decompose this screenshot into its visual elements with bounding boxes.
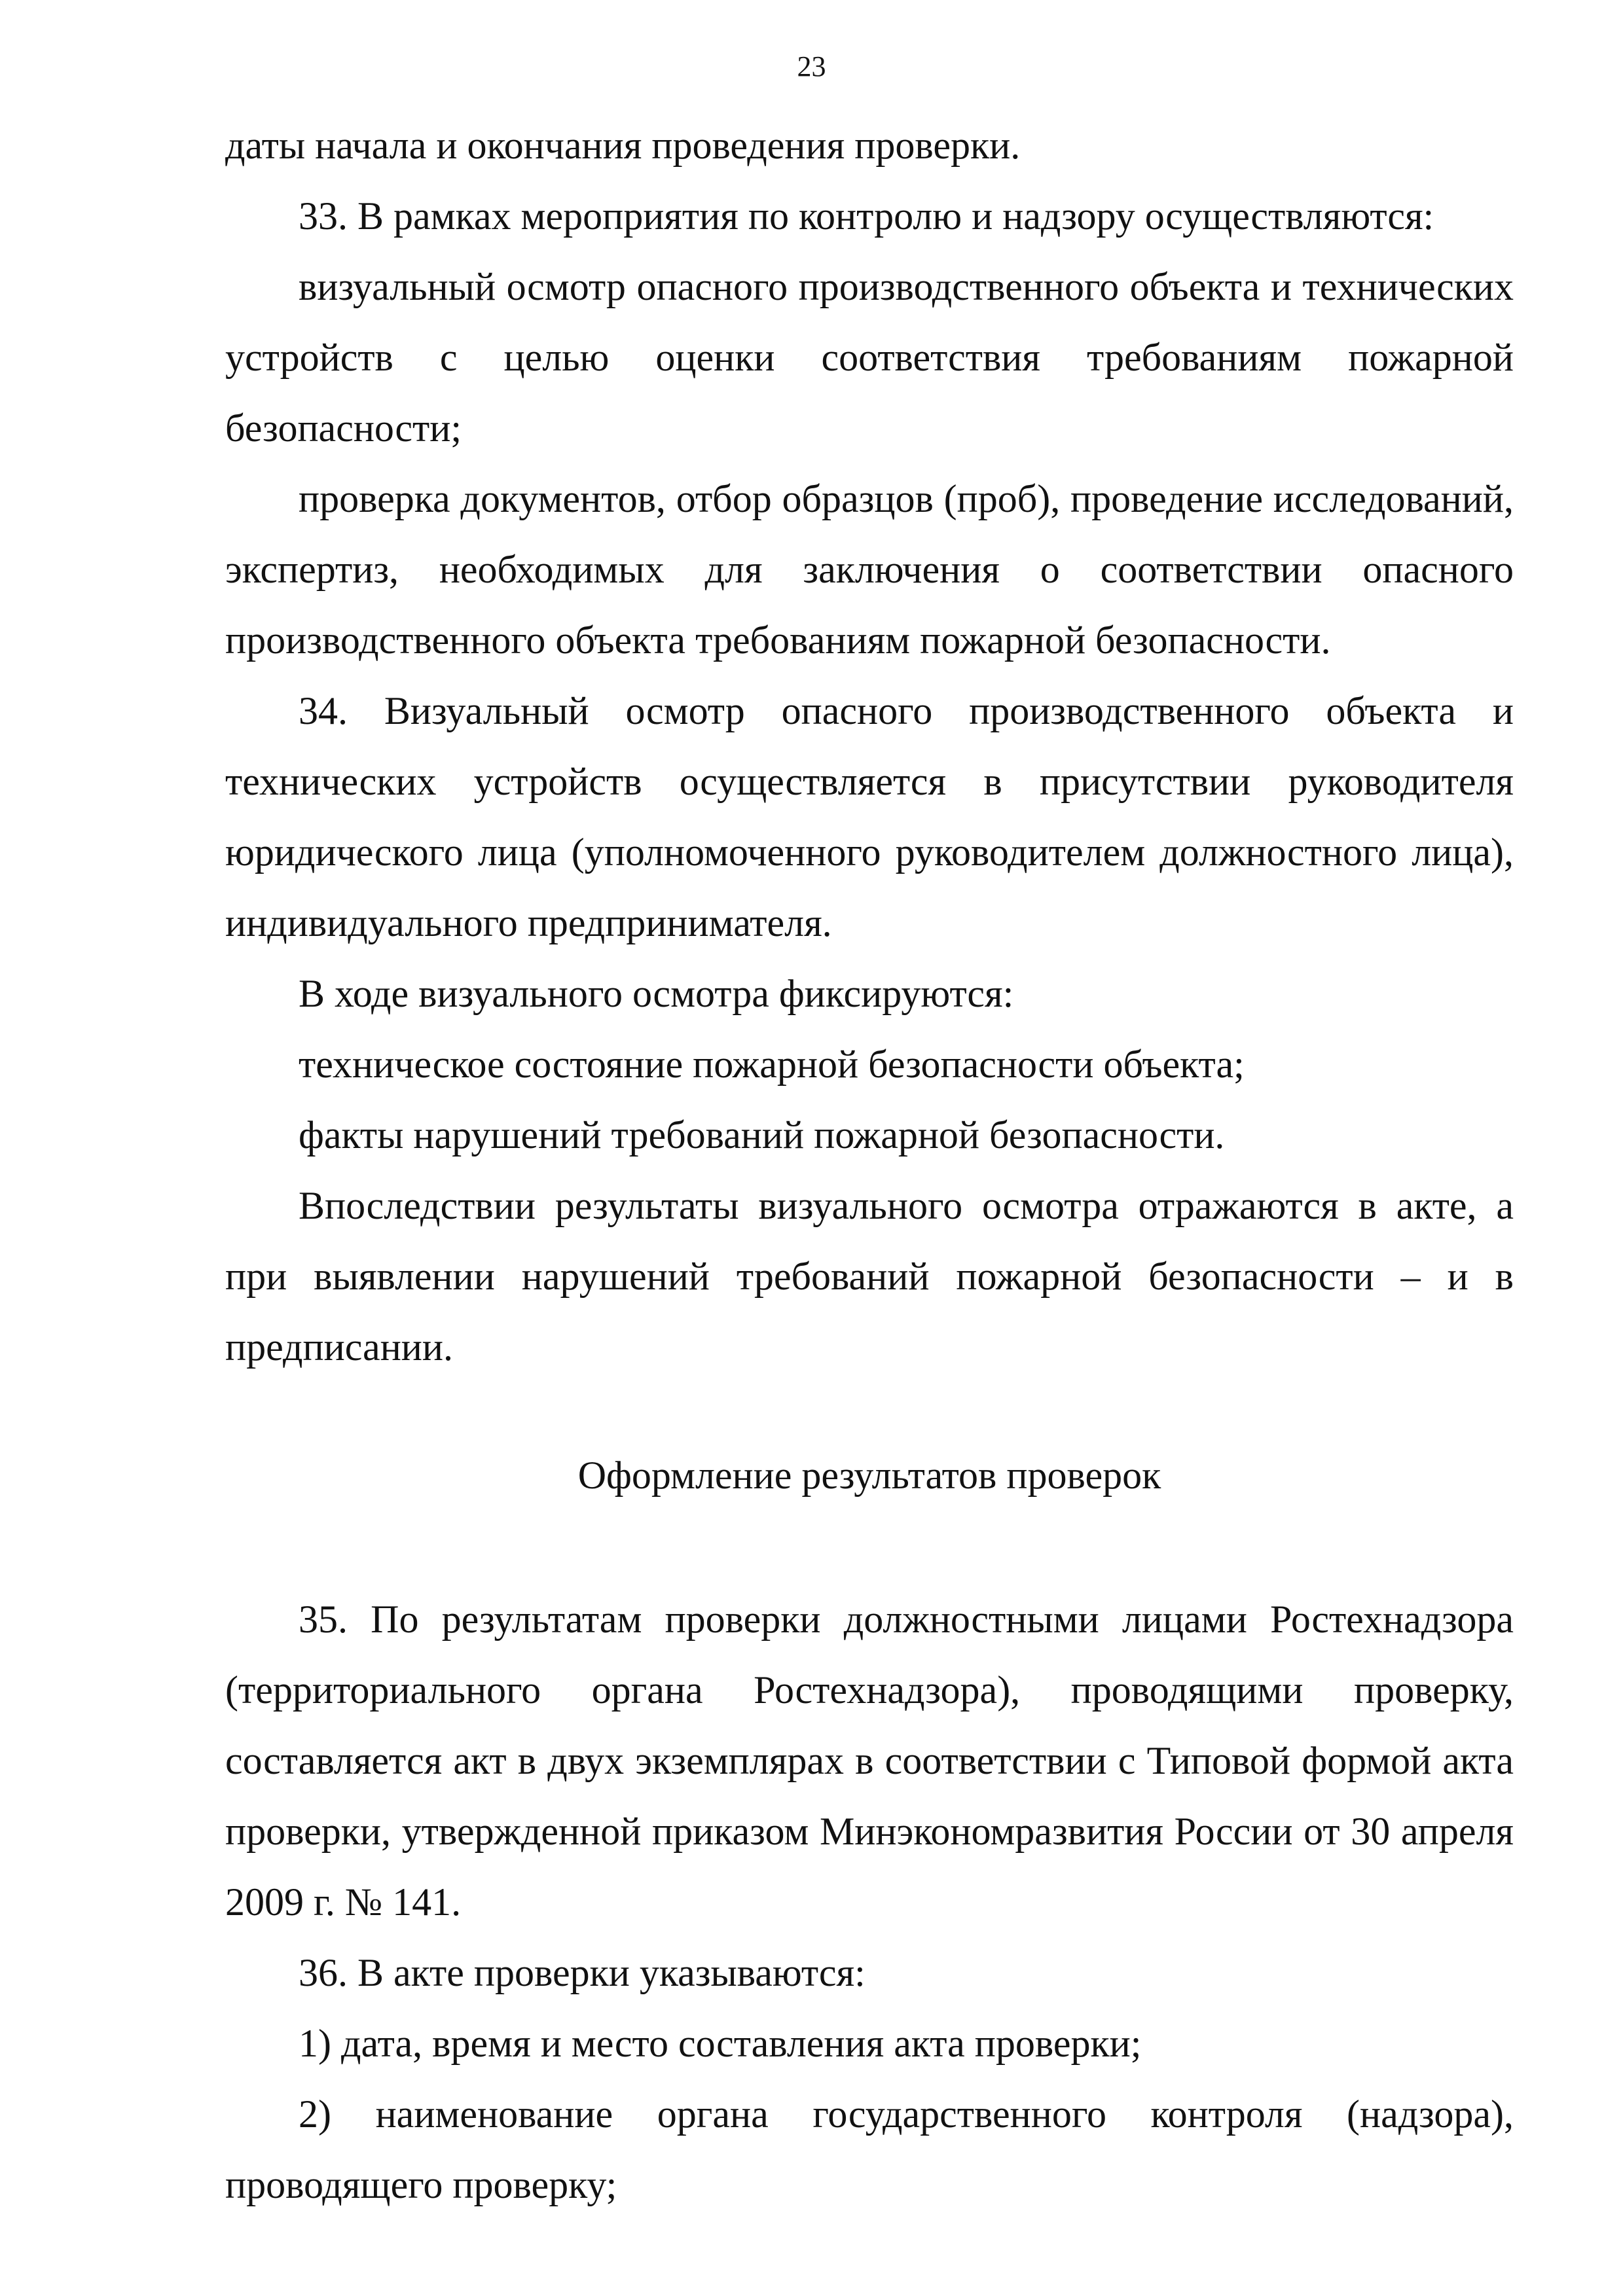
paragraph-36: 36. В акте проверки указываются: xyxy=(299,1951,866,1994)
paragraph-visual-inspection-item: визуальный осмотр опасного производственного объекта и технических устройств с целью оценки соответствия требованиям пожарной безопасности; xyxy=(225,265,1514,450)
document-body xyxy=(225,110,1514,2220)
list-item-2: 2) наименование органа государственного контроля (надзора), проводящего проверку; xyxy=(225,2092,1514,2206)
spacer xyxy=(225,1511,1514,1584)
list-item-1: 1) дата, время и место составления акта проверки; xyxy=(299,2022,1142,2065)
section-heading: Оформление результатов проверок xyxy=(577,1454,1161,1497)
paragraph-recorded-during-inspection: В ходе визуального осмотра фиксируются: xyxy=(299,972,1014,1015)
spacer xyxy=(225,1382,1514,1440)
paragraph-35: 35. По результатам проверки должностными лицами Ростехнадзора (территориального органа Ростехнадзора), проводящими проверку, составляется акт в двух экземплярах в соответствии с Типовой формой акта проверки, утвержденной приказом Минэкономразвития России от 30 апреля 2009 г. № 141. xyxy=(225,1598,1514,1924)
paragraph-34: 34. Визуальный осмотр опасного производственного объекта и технических устройств осуществляется в присутствии руководителя юридического лица (уполномоченного руководителем должностного лица), индивидуального предпринимателя. xyxy=(225,689,1514,944)
page-number: 23 xyxy=(797,50,826,82)
paragraph-document-check-item: проверка документов, отбор образцов (проб), проведение исследований, экспертиз, необходимых для заключения о соответствии опасного производственного объекта требованиям пожарной безопасности. xyxy=(225,477,1514,662)
paragraph-continuation: даты начала и окончания проведения проверки. xyxy=(225,124,1021,167)
paragraph-violations-item: факты нарушений требований пожарной безопасности. xyxy=(299,1113,1225,1157)
paragraph-technical-state-item: техническое состояние пожарной безопасности объекта; xyxy=(299,1043,1245,1086)
paragraph-33: 33. В рамках мероприятия по контролю и надзору осуществляются: xyxy=(299,194,1434,238)
paragraph-results-reflected: Впоследствии результаты визуального осмотра отражаются в акте, а при выявлении нарушений требований пожарной безопасности – и в предписании. xyxy=(225,1184,1514,1369)
